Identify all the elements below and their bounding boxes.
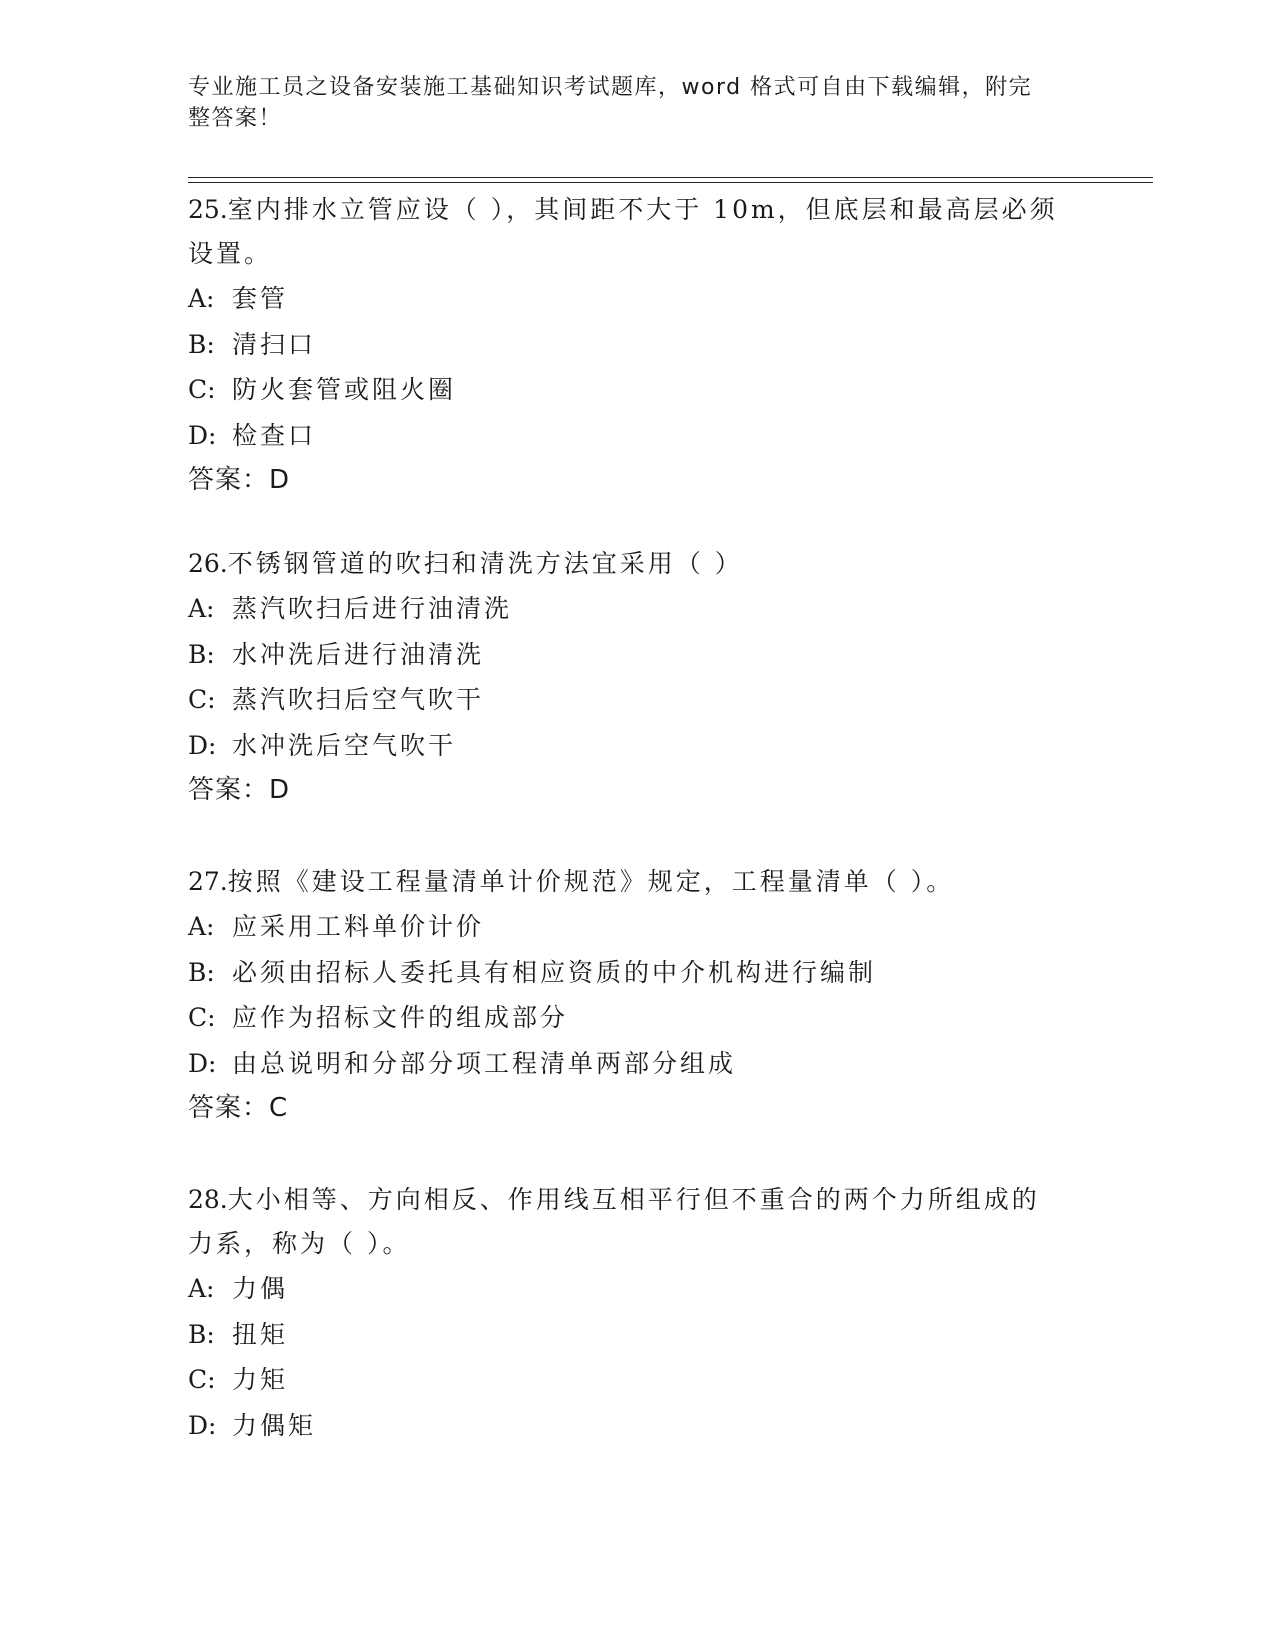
option-a (188, 904, 1088, 950)
question-number: 25. (188, 195, 228, 224)
header-divider-top (188, 177, 1153, 178)
answer-text: 答案：D (188, 775, 291, 805)
option-text: 应采用工料单价计价 (232, 912, 485, 941)
option-letter: C: (188, 1365, 216, 1394)
question-stem (188, 542, 1088, 586)
option-letter: B: (188, 957, 215, 987)
option-letter: A: (188, 594, 215, 623)
option-d (188, 413, 1088, 459)
option-c (188, 995, 1088, 1041)
option-letter: D: (188, 1048, 217, 1078)
option-letter: D: (188, 420, 217, 450)
header-line-2: 整答案！ (188, 106, 283, 131)
option-a (188, 276, 1088, 322)
question-stem (188, 188, 1088, 232)
document-header (188, 72, 1068, 134)
option-letter: A: (188, 284, 215, 313)
option-c (188, 1357, 1088, 1403)
option-text: 力矩 (232, 1365, 289, 1394)
question-stem (188, 860, 1088, 904)
option-b (188, 322, 1088, 368)
question-25 (188, 188, 1088, 503)
question-number: 28. (188, 1185, 228, 1214)
option-letter: A: (188, 1274, 215, 1303)
question-stem-line-1: 大小相等、方向相反、作用线互相平行但不重合的两个力所组成的 (227, 1185, 1040, 1214)
option-text: 力偶矩 (232, 1410, 317, 1440)
option-d (188, 1041, 1088, 1087)
question-stem-line-1: 室内排水立管应设（ ），其间距不大于 10m，但底层和最高层必须 (227, 195, 1058, 224)
option-letter: A: (188, 912, 215, 941)
option-text: 检查口 (232, 420, 317, 450)
question-stem (188, 1178, 1088, 1222)
option-a (188, 1266, 1088, 1312)
option-text: 套管 (232, 284, 289, 313)
option-c (188, 367, 1088, 413)
option-text: 清扫口 (232, 329, 317, 359)
question-stem-line-1: 按照《建设工程量清单计价规范》规定，工程量清单（ ）。 (227, 867, 955, 896)
header-divider-bottom (188, 182, 1153, 183)
option-text: 必须由招标人委托具有相应资质的中介机构进行编制 (232, 957, 877, 987)
option-text: 防火套管或阻火圈 (232, 375, 457, 404)
option-b (188, 950, 1088, 996)
option-letter: B: (188, 639, 215, 669)
option-d (188, 723, 1088, 769)
option-text: 水冲洗后空气吹干 (232, 730, 457, 760)
question-stem-line-1: 不锈钢管道的吹扫和清洗方法宜采用（ ） (227, 549, 743, 578)
question-number: 27. (188, 867, 228, 896)
option-letter: B: (188, 329, 215, 359)
option-text: 水冲洗后进行油清洗 (232, 639, 485, 669)
option-letter: C: (188, 685, 216, 714)
option-text: 力偶 (232, 1274, 289, 1303)
option-a (188, 586, 1088, 632)
answer-text: 答案：C (188, 1093, 289, 1123)
option-letter: D: (188, 730, 217, 760)
question-28 (188, 1178, 1088, 1448)
option-text: 蒸汽吹扫后空气吹干 (232, 685, 485, 714)
question-number: 26. (188, 549, 228, 578)
option-letter: B: (188, 1319, 215, 1349)
question-stem-line-2: 力系，称为（ ）。 (188, 1229, 411, 1258)
option-d (188, 1403, 1088, 1449)
question-stem-line-2: 设置。 (188, 239, 273, 268)
option-c (188, 677, 1088, 723)
option-text: 蒸汽吹扫后进行油清洗 (232, 594, 513, 623)
option-letter: D: (188, 1410, 217, 1440)
option-letter: C: (188, 1003, 216, 1032)
question-26 (188, 542, 1088, 813)
option-text: 应作为招标文件的组成部分 (232, 1003, 569, 1032)
option-b (188, 1312, 1088, 1358)
option-text: 由总说明和分部分项工程清单两部分组成 (232, 1048, 737, 1078)
option-letter: C: (188, 375, 216, 404)
header-line-1: 专业施工员之设备安装施工基础知识考试题库，word 格式可自由下载编辑，附完 (188, 75, 1033, 100)
option-b (188, 632, 1088, 678)
answer-text: 答案：D (188, 465, 291, 495)
question-27 (188, 860, 1088, 1131)
option-text: 扭矩 (232, 1319, 289, 1349)
